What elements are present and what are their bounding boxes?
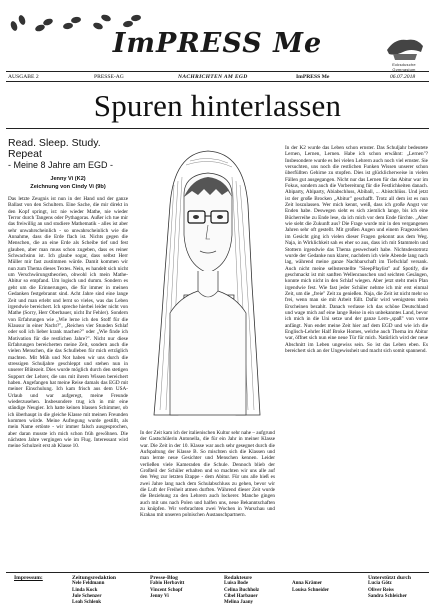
school-logo-text: Ecksdusche Gymnasium: [392, 62, 416, 72]
imprint-group-title: Unterstützt durch: [368, 575, 411, 581]
author-byline: Jenny Vi (K2): [50, 176, 86, 182]
divider: [6, 572, 429, 573]
imprint-group-title: Zeitungsredaktion: [72, 575, 117, 581]
imprint-name: Jenny Vi: [150, 593, 169, 599]
sub-headline: Read. Sleep. Study. Repeat: [8, 137, 101, 160]
article-text-right: In der K2 wurde das Leben schon ernster. Das Schuljahr bedeutete Lernen, Lernen, Lernen. Habe ich schon erwähnt: „Lernen"? Insbesondere wurde es bei vielen Lehrern auch noch viel ernster. Sie versuchten, uns noch die restlichen Funken Wissen unserer schon überfüllten Gehirne zu stopfen. Dies ist glücklicherweise in vielen Fällen gut ausgegangen. Nicht nur das Lernen für das Abitur war im Fokus, sondern auch die Vorbereitung für die Festlichkeiten danach. Abiparty, Abiparty, Abiabschluss, Abiball, ... Abistchlüss. Und jetzt ist der große Brocken „Abitur" geschafft. Trotz all dem ist es nun Zeit loszulassen. Wer mich kennt, weiß, dass ich große Angst vor Enden habe. Deswegen sieht es sich ziemlich lange, bis ich eine Bücherreihe zu Ende lese, da ich mich vor dem Ende fürchte. „Aber wie sieht die Zukunft aus? Die Frage wurde mir in den vergangenen Jahren sehr oft gestellt. Mit großen Augen und einem Fragezeichen im Gesicht ging ich vielen dieser Fragen gekonnt aus dem Weg. Naja, in Wirklichkeit sah es eher so aus, dass ich mit Stammeln und Stottern irgendwie das Thema geswechselt habe. Nichtsdestotrotz wurde der Gedanke nun klarer, nachdem ich viele Abende lang nach lag, während meine ganze Nachbarschaft im Tiefschlaf versank. Auch nicht meine selbsterstellte "SleepPlaylist" auf Spotify, die geschmackt ist mit sanften Wellenrauschen und seichten Gesängen, konnte mich nicht in den Schlaf wiegen. Aber jetzt steht mein Plan irgendwie fest. Wie fast jeder Schüler nehme ich mir erst einmal Zeit, um die „freie" Zeit zu genießen. Naja, die Zeit ist nicht mehr so frei, wenn man sie mit Arbeit füllt. Dafür wird wenigstens mein Erscheinen bezahlt. Danach verlasse ich das schöne Deutschland und wage mich auf eine lange Reise in ein unbekanntes Land, bevor ich mich in die Uni setze und der ganze Lern-„spaß" von vorne anfängt. Nun endet meine Zeit hier auf dem EGD und wie ich die Englisch-Lehrler Half Broke Homes, welche auch Thema im Abitur war, öffnet sich nun eine neue Tür für mich. Natürlich wird der neue Abschnitt im Leben ungewiss sein. So ist das Leben eben. Es bereichert sich an der Ungewissheit und macht sich somit spannend.: [285, 145, 428, 354]
imprint-name: Luisa Bode: [224, 581, 249, 587]
imprint-name: Nele Feldmann: [72, 581, 105, 587]
imprint-name: Oliver Reiss: [368, 587, 394, 593]
article-headline: Spuren hinterlassen: [93, 88, 342, 123]
imprint-name: Jule Schenzer: [72, 593, 102, 599]
imprint-name: Fabio Herbavitt: [150, 581, 185, 587]
imprint-name: Melina Jaany: [224, 600, 254, 606]
imprint-group: [368, 575, 411, 600]
portrait-drawing: [140, 145, 275, 420]
paper-name: ImPRESS Me: [296, 74, 330, 80]
imprint-name: Cibel Harbauer: [224, 593, 258, 599]
imprint-group-title: Presse-Blog: [150, 575, 178, 581]
imprint-group: [150, 575, 184, 600]
club-name: PRESSE-AG: [94, 74, 124, 80]
newspaper-title: ImPRESS Me: [112, 28, 323, 59]
issue-number: AUSGABE 2: [8, 74, 39, 80]
left-column: [8, 138, 128, 450]
imprint-group-title: Redakteure: [224, 575, 252, 581]
article-text-left: Das letzte Zeugnis ist nun in der Hand und der ganze Ballast von den Schultern. Eine Sache, die mir direkt in den Kopf springt, ist: nie wieder Mathe, nie wieder Terror durch Tangens oder Pythagoras. Außer ich tue mir das freiwillig an und studiere Mathematik - alles ist aber sehr unwahrscheinlich - so unwahrscheinlich wie die Annahme, dass die Erde flach ist. Nichts gegen die Menschen, die an eine Erde als Scheibe tief und fest glauben, aber man muss schon zugeben, dass es reiner Schwachsinn ist. Ich glaube sogar, dass selbst Herr Müller mir fast zustimmen würde. Damit kommen wir nun zum Thema dieses Textes. Nein, es handelt sich nicht um Verschwörungstheorien, obwohl ich mein Mathe-Abitur so empfand. Um logisch und dumm. Sondern es geht um die Erinnerungen, die für immer in meinen Gedanken festgebrannt sind. Acht Jahre sind eine lange Zeit und man erlebt und lernt so vieles, was das Leben irgendwie bereichert. Ich spreche hierbei leider nicht von Mathe (Sorry, Herr Oberbauer, nicht Ihr Fehler). Sondern von Erfahrungen wie „Wie lerne ich den Stoff für die Klausur in einer Nacht?", „Reichen vier Stunden Schlaf oder soll ich lieber krank machen?" oder „Wie finde ich Motivation für die restlichen Jahre?". Nicht nur diese Erfahrungen bereicherten meine Zeit, sondern auch die vielen Menschen, die das Schulleben für mich erträglich machten. Mit Müh und Not haben wir uns durch die stressigen Schuljahre geschleppt und stehen nun in unserer Blütezeit. Dies wurde möglich durch den stetigen Support der Lehrer, die uns mit ihrem Wissen bereichert haben. Angefangen hat meine Reise damals das EGD mit meiner Einschulung. Ich kam frisch aus dem USA-Urlaub und war aufgeregt, meine Freunde wiederzusehen. Insbesondere trug ich in mir eine ständige Neugier. Ich hatte keinen blassen Schimmer, ob ich überhaupt in die gleiche Klasse mit meinen Freunden kommen würde. Meine Aufregung wurde gestillt, als mein Name ertönte - wir immer falsch ausgesprochen, aber daran musste ich mich schon früh gewöhnen. Die nächsten Jahre vergingen wie im Flug. Interessant wird meine Schulzeit erst ab Klasse 10.: [8, 196, 128, 450]
imprint-label-group: [14, 575, 43, 581]
imprint-group: [72, 575, 116, 606]
info-bar: [6, 71, 429, 82]
imprint: [6, 575, 429, 611]
imprint-name: Louisa Schneider: [292, 587, 330, 593]
issue-date: 06.07.2018: [390, 74, 416, 80]
right-column: [285, 145, 428, 354]
middle-column: [140, 430, 275, 519]
masthead: [0, 0, 435, 70]
illustration-credit: Zeichnung von Cindy Vi (9b): [30, 184, 106, 190]
article-text-middle: In der Zeit kam ich der italienischen Kultur sehr nahe – aufgrund der Gastschülerin Antonella, die für ein Jahr in meiner Klasse war. Die Zeit in der 10. Klasse war auch sehr gesegnet durch die Aufspaltung der Klasse B. So mischten sich die Klassen und man lernte neue Gesichter und Menschen kennen. Leider verließen viele Kameraden die Schule. Dennoch blieb der Großteil der Schüler erhalten und so machten wir uns alle auf den Weg zur letzten Etappe - dem Abitur. Für uns alle hieß es zwei Jahre lang nach dem Schulabschluss zu gehen, bevor wir die Luft der Freiheit atmen durften. Während dieser Zeit wurde die Beziehung zu den Lehrern auch lockerer. Manche gingen auch mit uns nach Polen und halfen uns, neue Bekanntschaften zu knüpfen. Wir verbrachten zwei Wochen in Warschau und Krakau mit unseren polnischen Austauschpartnern.: [140, 430, 275, 519]
divider: [6, 128, 429, 129]
imprint-name: Leah Schlenk: [72, 600, 102, 606]
imprint-name: Anna Krämer: [292, 581, 323, 587]
imprint-name: Celina Buchholz: [224, 587, 260, 593]
imprint-name: Lucia Götz: [368, 581, 392, 587]
imprint-name: Vincent Schopf: [150, 587, 183, 593]
imprint-name: Linda Kock: [72, 587, 98, 593]
imprint-group: [224, 575, 259, 606]
section-name: NACHRICHTEN AM EGD: [178, 74, 248, 80]
sub-subheadline: - Meine 8 Jahre am EGD -: [8, 160, 114, 170]
imprint-group: [292, 581, 329, 594]
imprint-label: Impressum:: [14, 575, 43, 581]
imprint-name: Sandra Schleicher: [368, 593, 408, 599]
